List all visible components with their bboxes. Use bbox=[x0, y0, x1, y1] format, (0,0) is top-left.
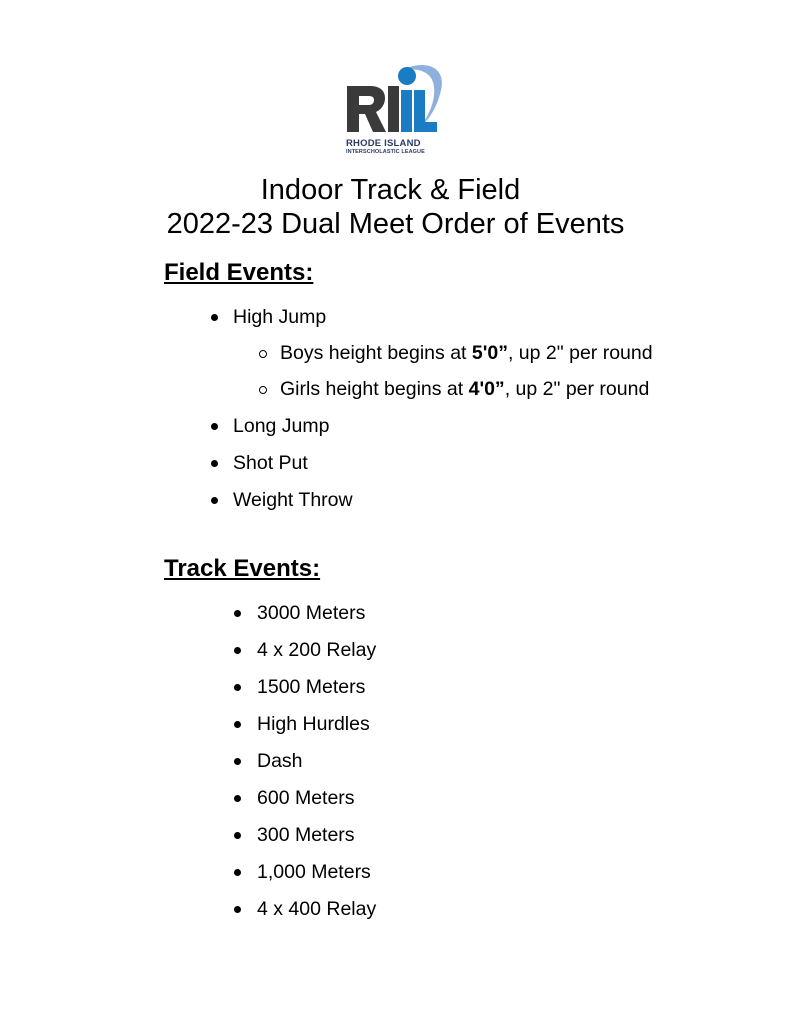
riil-logo bbox=[343, 62, 447, 158]
field-events-heading: Field Events: bbox=[164, 259, 314, 286]
track-event-item: 4 x 400 Relay bbox=[257, 898, 377, 920]
bullet-icon bbox=[234, 869, 241, 876]
page-title-line-1: Indoor Track & Field bbox=[260, 174, 521, 206]
field-event-item: Long Jump bbox=[233, 415, 330, 437]
track-event-item: 1,000 Meters bbox=[257, 861, 371, 883]
field-event-item: Weight Throw bbox=[233, 489, 353, 511]
page-title-line-2: 2022-23 Dual Meet Order of Events bbox=[166, 208, 625, 240]
bullet-icon bbox=[234, 647, 241, 654]
bullet-icon bbox=[234, 906, 241, 913]
bullet-icon bbox=[211, 460, 218, 467]
sub-bullet-icon bbox=[259, 386, 267, 394]
track-event-item: 600 Meters bbox=[257, 787, 355, 809]
high-jump-note-boys: Boys height begins at 5'0”, up 2" per round bbox=[280, 342, 653, 364]
track-event-item: 1500 Meters bbox=[257, 676, 366, 698]
track-event-item: 3000 Meters bbox=[257, 602, 366, 624]
sub-bullet-icon bbox=[259, 350, 267, 358]
bullet-icon bbox=[234, 758, 241, 765]
bullet-icon bbox=[234, 721, 241, 728]
track-event-item: 4 x 200 Relay bbox=[257, 639, 377, 661]
track-events-heading: Track Events: bbox=[164, 555, 321, 582]
field-event-item: High Jump bbox=[233, 306, 327, 328]
high-jump-note-girls: Girls height begins at 4'0”, up 2" per round bbox=[280, 378, 650, 400]
bullet-icon bbox=[211, 497, 218, 504]
bullet-icon bbox=[211, 314, 218, 321]
track-event-item: Dash bbox=[257, 750, 303, 772]
bullet-icon bbox=[234, 832, 241, 839]
track-event-item: High Hurdles bbox=[257, 713, 370, 735]
riil-logo-mark bbox=[343, 62, 447, 138]
field-event-item: Shot Put bbox=[233, 452, 308, 474]
bullet-icon bbox=[234, 684, 241, 691]
bullet-icon bbox=[234, 795, 241, 802]
track-event-item: 300 Meters bbox=[257, 824, 355, 846]
logo-line-1: RHODE ISLAND bbox=[346, 138, 421, 149]
logo-line-2: INTERSCHOLASTIC LEAGUE bbox=[346, 149, 425, 155]
bullet-icon bbox=[211, 423, 218, 430]
bullet-icon bbox=[234, 610, 241, 617]
